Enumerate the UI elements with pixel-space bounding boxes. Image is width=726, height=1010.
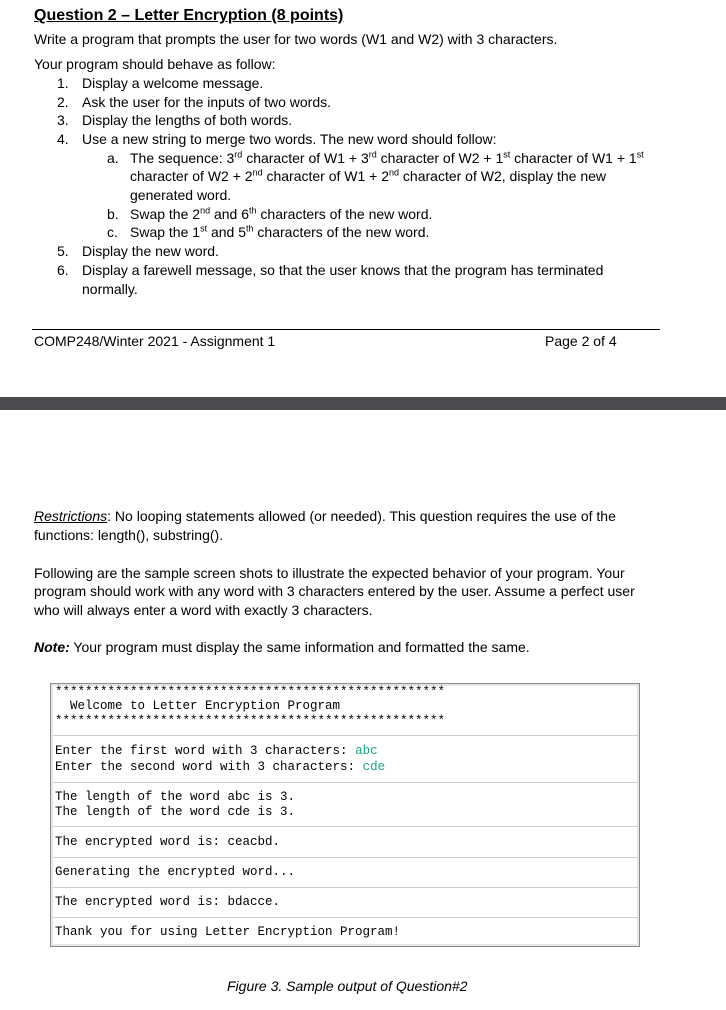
console-prompt-second: Enter the second word with 3 characters: cde <box>55 760 386 774</box>
console-prompt-first: Enter the first word with 3 characters: abc <box>55 744 378 758</box>
following-line2: program should work with any word with 3 characters entered by the user. Assume a perfect user <box>34 583 635 599</box>
following-line3: who will always enter a word with exactly 3 characters. <box>34 602 373 618</box>
page-number: Page 2 of 4 <box>545 333 617 349</box>
step-text: Use a new string to merge two words. The new word should follow: <box>82 131 497 147</box>
step-text: Ask the user for the inputs of two words. <box>82 94 332 110</box>
substep-letter: b. <box>107 206 119 222</box>
intro-text: Write a program that prompts the user for two words (W1 and W2) with 3 characters. <box>34 31 558 47</box>
console-stars-bottom: **************************************************** <box>55 714 446 728</box>
footer-left: COMP248/Winter 2021 - Assignment 1 <box>34 333 276 349</box>
console-length-first: The length of the word abc is 3. <box>55 790 296 804</box>
console-welcome: Welcome to Letter Encryption Program <box>55 699 341 713</box>
step-number: 1. <box>57 75 69 91</box>
console-separator <box>53 857 638 858</box>
console-stars-top: **************************************************** <box>55 685 446 699</box>
substep-letter: c. <box>107 224 118 240</box>
substep-letter: a. <box>107 150 119 166</box>
restrictions-line2: functions: length(), substring(). <box>34 527 224 543</box>
console-generating: Generating the encrypted word... <box>55 865 296 879</box>
console-length-second: The length of the word cde is 3. <box>55 805 296 819</box>
step-number: 5. <box>57 243 69 259</box>
console-encrypted-2: The encrypted word is: bdacce. <box>55 895 281 909</box>
step-number: 3. <box>57 112 69 128</box>
restrictions-line1: Restrictions: No looping statements allowed (or needed). This question requires the use of the <box>34 508 616 524</box>
step-number: 4. <box>57 131 69 147</box>
console-encrypted-1: The encrypted word is: ceacbd. <box>55 835 281 849</box>
console-separator <box>53 826 638 827</box>
following-line1: Following are the sample screen shots to illustrate the expected behavior of your program. Your <box>34 565 625 581</box>
substep-a-line1: The sequence: 3rd character of W1 + 3rd character of W2 + 1st character of W1 + 1st <box>130 149 644 166</box>
step-text: Display the new word. <box>82 243 219 259</box>
step-text: Display a welcome message. <box>82 75 264 91</box>
substep-c: Swap the 1st and 5th characters of the new word. <box>130 223 430 240</box>
substep-b: Swap the 2nd and 6th characters of the new word. <box>130 205 433 222</box>
console-separator <box>53 917 638 918</box>
behave-text: Your program should behave as follow: <box>34 56 276 72</box>
figure-caption: Figure 3. Sample output of Question#2 <box>227 978 468 994</box>
step-text: normally. <box>82 281 138 297</box>
note-text: Note: Your program must display the same information and formatted the same. <box>34 639 530 655</box>
console-separator <box>53 735 638 736</box>
console-separator <box>53 887 638 888</box>
console-separator <box>53 782 638 783</box>
step-text: Display a farewell message, so that the user knows that the program has terminated <box>82 262 604 278</box>
substep-a-line3: generated word. <box>130 187 232 203</box>
footer-rule <box>32 329 660 330</box>
step-number: 6. <box>57 262 69 278</box>
console-thanks: Thank you for using Letter Encryption Program! <box>55 925 401 939</box>
page-divider <box>0 397 726 410</box>
step-text: Display the lengths of both words. <box>82 112 293 128</box>
question-title: Question 2 – Letter Encryption (8 points) <box>34 7 344 24</box>
step-number: 2. <box>57 94 69 110</box>
substep-a-line2: character of W2 + 2nd character of W1 + 2nd character of W2, display the new <box>130 167 607 184</box>
